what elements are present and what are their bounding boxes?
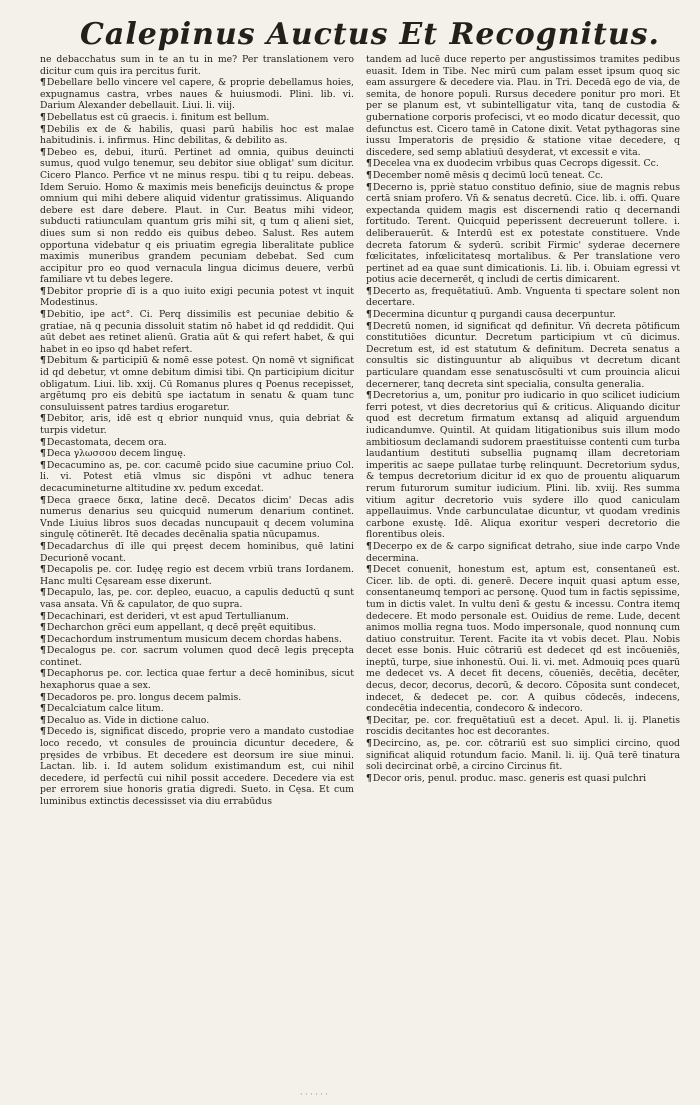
dictionary-entry: ¶ Decapolis pe. cor. Iudęę regio est decem vrbiū trans Iordanem. Hanc multi Cęsaream esse dixerunt.	[40, 564, 354, 587]
running-header	[40, 6, 680, 52]
dictionary-entry: ¶ Debeo es, debui, iturū. Pertinet ad omnia, quibus deuincti sumus, quod vulgo tenemur, seu debitor siue obligat' sum dicitur. Cicero Planco. Perfice vt ne minus respu. tibi q tu reipu. debeas. Idem Seruio. Homo & maximis meis beneficijs deuinctus & prope omnium qui mihi debere aliquid videntur gratissimus. Aliquando debere est dare debere. Plaut. in Cur. Beatus mihi videor, subducti ratiunculam quantum gris mihi sit, q tum q alieni siet, diues sum si non reddo eis quibus debeo. Salust. Res autem opportuna videbatur q eis priuatim egregia liberalitate publice maximis muneribus grandem pecuniam debebat. Sed cum accipitur pro eo quod vernacula lingua dicimus deuere, verbū familiare vt tu debes legere.	[40, 147, 354, 286]
dictionary-entry: ¶ Decor oris, penul. produc. masc. generis est quasi pulchri	[366, 773, 680, 785]
dictionary-entry: ¶ Debilis ex de & habilis, quasi parū habilis hoc est malae habitudinis. i. infirmus. Hinc debilitas, & debilito as.	[40, 124, 354, 147]
dictionary-entry: ¶ Decacumino as, pe. cor. cacumē pcido siue cacumine priuo Col. li. vi. Potest etiā vlmus sic dispōni vt adhuc tenera decacumineturne altitudine xv. pedum excedat.	[40, 460, 354, 495]
dictionary-entry: ¶ December nomē mēsis q decimū locū teneat. Cc.	[366, 170, 680, 182]
dictionary-entry: ¶ Decalciatum calce litum.	[40, 703, 354, 715]
dictionary-entry: ¶ Deca graece δεκα, latine decē. Decatos dicim' Decas adis numerus denarius seu quicquid numerum denarium continet. Vnde Liuius libros suos decadas nuncupauit q decem volumina singulę cōtinerēt. Itē decades decēnalia spatia nūcupamus.	[40, 495, 354, 541]
left-column	[40, 54, 354, 1094]
dictionary-entry: ¶ Decerpo ex de & carpo significat detraho, siue inde carpo Vnde decermina.	[366, 541, 680, 564]
header-right: Et Recognitus.	[399, 17, 660, 52]
dictionary-entry: ¶ Debellare bello vincere vel capere, & proprie debellamus hoies, expugnamus castra, vrbes naues & huiusmodi. Plini. lib. vi. Darium Alexander debellauit. Liui. li. viij.	[40, 77, 354, 112]
footer-ornament: · · · · · ·	[300, 1090, 328, 1099]
dictionary-entry: ¶ Decastomata, decem ora.	[40, 437, 354, 449]
text-columns	[40, 54, 680, 1094]
dictionary-entry: ¶ Decretorius a, um, ponitur pro iudicario in quo scilicet iudicium ferri potest, vt dies decretorius quī & criticus. Aliquando dicitur quod est decretum firmatum extansq ad aliquid arguendum iudicandumve. Quintil. At quidam litigationibus suis illum modo ambitiosum declamandi sudorem praestituisse contenti cum turba laudantium destituti subsellia pugnamq illam decretoriam imperitis ac saepe pullatae turbę relinquunt. Decretorium sydus, & tempus decretorium dicitur id ex quo de prouentu aliquarum rerum futurorum sumitur iudicium. Plini. lib. xviij. Res summa vitium agitur decretorio vuis sydere illo quod caniculam appellauimus. Vnde carbunculatae dicuntur, vt quodam vredinis carbone exustę. Idē. Aliqua exoritur vesperi decretorio die florentibus oleis.	[366, 390, 680, 541]
dictionary-entry: ¶ Decerto as, frequētatiuū. Amb. Vnguenta ti spectare solent non decertare.	[366, 286, 680, 309]
dictionary-entry: ¶ Decadarchus dī ille qui pręest decem hominibus, quē latini Decurionē vocant.	[40, 541, 354, 564]
dictionary-entry: ¶ Decitar, pe. cor. frequētatiuū est a decet. Apul. li. ij. Planetis roscidis decitantes hoc est decorantes.	[366, 715, 680, 738]
dictionary-entry: ¶ Decharchon grēci eum appellant, q decē pręēt equitibus.	[40, 622, 354, 634]
dictionary-entry: ¶ Decachordum instrumentum musicum decem chordas habens.	[40, 634, 354, 646]
dictionary-entry: ¶ Debitor, aris, idē est q ebrior nunquid vnus, quia debriat & turpis videtur.	[40, 413, 354, 436]
dictionary-entry: ¶ Decircino, as, pe. cor. cōtrariū est suo simplici circino, quod significat aliquid rotundum facio. Manil. li. iij. Quā terē tinatura soli decircinat orbē, a circino Circinus fit.	[366, 738, 680, 773]
dictionary-entry: ¶ Debitio, ipe act°. Ci. Perq dissimilis est pecuniae debitio & gratiae, nā q pecunia dissoluit statim nō habet id qd reddidit. Qui aūt debet aes retinet alienū. Gratia aūt & qui refert habet, & qui habet in eo ipso qd habet refert.	[40, 309, 354, 355]
dictionary-entry: ¶ Decerno is, ppriè statuo constituo definio, siue de magnis rebus certā sniam profero. Vn̄ & senatus decretū. Cice. lib. i. offi. Quare expectanda quidem magis est discernendi ratio q decernandi fortitudo. Terent. Quicquid peperissent decreuerunt tollere. i. deliberauerūt. & Interdū est ex potestate constituere. Vnde decreta fatorum & syderū. scribit Firmic' syderae decernere fœlicitates, infœlicitatesq mortalibus. & Per translatione vero pertinet ad ea quae sunt dimicationis. Li. lib. i. Obuiam egressi vt potius acie decernerēt, q includi de certis dimicarent.	[366, 182, 680, 286]
dictionary-entry: ¶ Decapulo, las, pe. cor. depleo, euacuo, a capulis deductū q sunt vasa ansata. Vn̄ & capulator, de quo supra.	[40, 587, 354, 610]
dictionary-entry: ¶ Decaluo as. Vide in dictione caluo.	[40, 715, 354, 727]
dictionary-entry: ¶ Decadoros pe. pro. longus decem palmis.	[40, 692, 354, 704]
dictionary-entry: ¶ Decachinari, est derideri, vt est apud Tertullianum.	[40, 611, 354, 623]
dictionary-entry: ¶ Decaphorus pe. cor. lectica quae fertur a decē hominibus, sicut hexaphorus quae a sex.	[40, 668, 354, 691]
dictionary-entry: ¶ Debitor proprie dī is a quo iuito exigi pecunia potest vt inquit Modestinus.	[40, 286, 354, 309]
dictionary-entry: ¶ Deca γλωσσου decem linguę.	[40, 448, 354, 460]
header-middle: Auctus	[266, 17, 389, 52]
header-left: Calepinus	[80, 17, 256, 52]
dictionary-entry: ¶ Decelea vna ex duodecim vrbibus quas Cecrops digessit. Cc.	[366, 158, 680, 170]
dictionary-entry: ¶ Decalogus pe. cor. sacrum volumen quod decē legis pręcepta continet.	[40, 645, 354, 668]
dictionary-entry: ¶ Debitum & participiū & nomē esse potest. Qn nomē vt significat id qd debetur, vt omne debitum dimisi tibi. Qn participium dicitur obligatum. Liui. lib. xxij. Cū Romanus plures q Poenus recepisset, argētumq pro eis debitū spe iactatum in senatu & quam tunc consuluissent patres tardius erogaretur.	[40, 355, 354, 413]
right-column	[366, 54, 680, 1094]
dictionary-entry: ¶ Decermina dicuntur q purgandi causa decerpuntur.	[366, 309, 680, 321]
dictionary-entry: ¶ Debellatus est cū graecis. i. finitum est bellum.	[40, 112, 354, 124]
dictionary-entry: ¶ Decedo is, significat discedo, proprie vero a mandato custodiae loco recedo, vt consules de prouincia dicuntur decedere, & pręsides de vrbibus. Et decedere est deorsum ire siue minui. Lactan. lib. i. Id autem solidum existimandum est, cui nihil decedere, id perfectū cui nihil possit accedere. Decedere via est per errorem siue honoris gratia digredi. Sueto. in Cęsa. Et cum luminibus extinctis decessisset via diu errabūdus	[40, 726, 354, 807]
dictionary-entry: tandem ad lucē duce reperto per angustissimos tramites pedibus euasit. Idem in Tibe. Nec mirū cum palam esset ipsum quoq sic eam assurgere & decedere via. Plau. in Tri. Decedā ego de via, de semita, de honore populi. Rursus decedere ponitur pro mori. Et per se planum est, vt subintelligatur vita, tanq de custodia & gubernatione corporis profecisci, vt eo modo dicatur decessit, quo defunctus est. Cicero tamē in Catone dixit. Vetat pythagoras sine iussu Imperatoris de pręsidio & statione vitae decedere, q discedere, sed semp ablatiuū desyderat, vt excessit e vita.	[366, 54, 680, 158]
dictionary-entry: ¶ Decretū nomen, id significat qd definitur. Vn̄ decreta pōtificum constitutiōes dicuntur. Decretum participium vt cū dicimus. Decretum est, id est statutum & definitum. Decreta senatus a consultis sic distinguuntur ab aliquibus vt decretum dicant particulare quandam esse senatuscōsulti vt cum prouincia alicui decernerer, tanq decreta sint specialia, consulta generalia.	[366, 321, 680, 391]
dictionary-entry: ¶ Decet conuenit, honestum est, aptum est, consentaneū est. Cicer. lib. de opti. di. generē. Decere inquit quasi aptum esse, consentaneumq tempori ac personę. Quod tum in factis sępissime, tum in dictis valet. In vultu denī & gestu & incessu. Contra itemq dedecere. Et modo personale est. Ouidius de reme. Lude, decent animos mollia regna tuos. Modo impersonale, quod nonnunq cum datiuo construitur. Terent. Facite ita vt vobis decet. Plau. Nobis decet esse bonis. Huic cōtrariū est dedecet qd est incōueniēs, ineptū, turpe, siue inhonestū. Oui. li. vi. met. Admouiq pces quarū me dedecet vs. A decet fit decens, cōueniēs, decētia, decēter, decus, decor, decorus, decorū, & decoro. Cōposita sunt condecet, indecet, & dedecet pe. cor. A quibus cōdecēs, indecens, condecētia indecentia, condecoro & indecoro.	[366, 564, 680, 715]
dictionary-entry: ne debacchatus sum in te an tu in me? Per translationem vero dicitur cum quis ira percitus furit.	[40, 54, 354, 77]
